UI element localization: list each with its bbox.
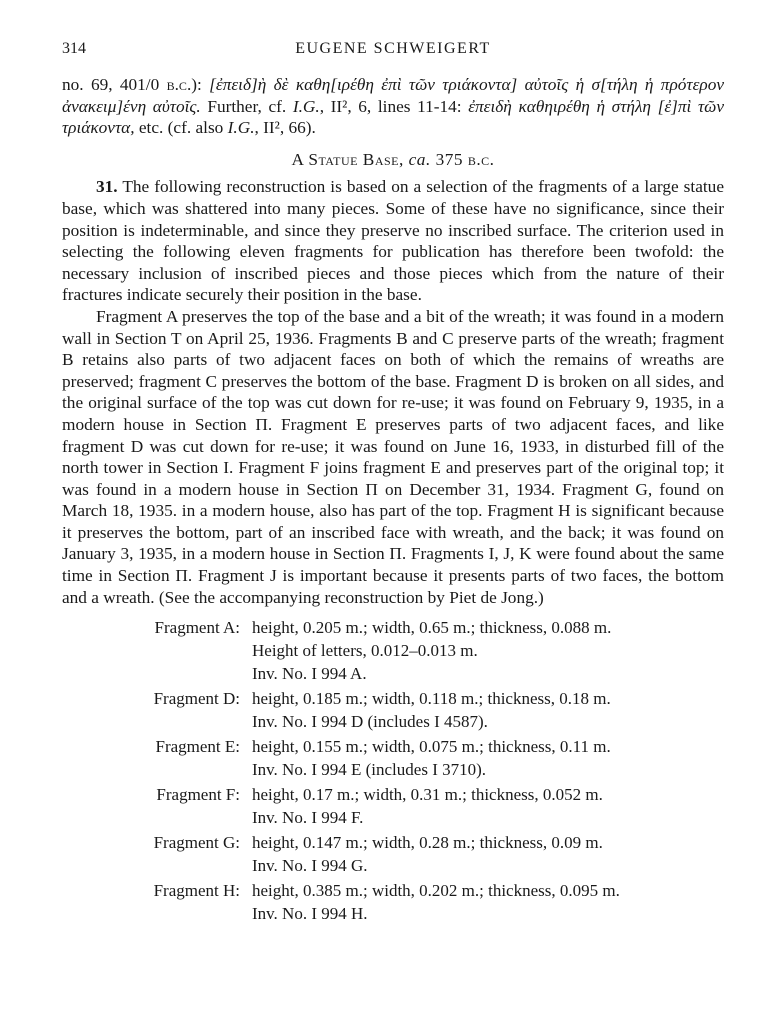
page-number: 314 bbox=[62, 40, 86, 57]
paragraph-fragments: Fragment A preserves the top of the base and a bit of the wreath; it was found in a modern wall in Section T on April 25, 1936. Fragments B and C preserve parts of the wreath; fragment B retains also parts of two adjacent faces on both of which the remains of wreaths are preserved; fragment C preserves the bottom of the base. Fragment D is broken on all sides, and the original surface of the top was cut down for re-use; it was found on February 9, 1935, in a modern house in Section Π. Fragment E preserves parts of two adjacent faces, and like fragment D was cut down for re-use; it was found on June 16, 1933, in disturbed fill of the north tower in Section Ι. Fragment F joins fragment E and preserves part of the original top; it was found in a modern house in Section Π on December 31, 1934. Fragment G, found on March 18, 1935. in a modern house, also has part of the top. Fragment H is significant because it preserves the bottom, part of an inscribed face with wreath, and the back; it was found on January 3, 1935, in a modern house in Section Π. Fragments I, J, K were found about the same time in Section Π. Fragment J is important because it presents parts of two faces, the bottom and a wreath. (See the accompanying reconstruction by Piet de Jong.) bbox=[62, 306, 724, 607]
fragment-detail-line: height, 0.205 m.; width, 0.65 m.; thickness, 0.088 m. bbox=[252, 618, 612, 638]
fragment-detail-line: Inv. No. I 994 F. bbox=[252, 808, 364, 828]
fragment-details bbox=[252, 687, 724, 733]
paragraph-31: 31. The following reconstruction is based on a selection of the fragments of a large statue base, which was shattered into many pieces. Some of these have no significance, since their position is indeterminable, and since they preserve no inscribed surface. The criterion used in selecting the following eleven fragments for publication has therefore been twofold: the necessary inclusion of inscribed pieces and those pieces which from the nature of their fractures indicate securely their position in the base. bbox=[62, 177, 724, 305]
fragment-detail-line: height, 0.385 m.; width, 0.202 m.; thickness, 0.095 m. bbox=[252, 881, 620, 901]
fragment-label: Fragment H: bbox=[153, 881, 240, 901]
fragment-detail-line: height, 0.155 m.; width, 0.075 m.; thickness, 0.11 m. bbox=[252, 737, 611, 757]
fragment-entry bbox=[62, 735, 724, 781]
fragment-entry bbox=[62, 687, 724, 733]
fragment-details bbox=[252, 735, 724, 781]
fragment-label: Fragment E: bbox=[155, 737, 240, 757]
running-head: EUGENE SCHWEIGERT bbox=[295, 40, 491, 57]
fragment-details bbox=[252, 616, 724, 685]
fragment-entry bbox=[62, 783, 724, 829]
fragment-label: Fragment D: bbox=[153, 689, 240, 709]
fragment-label: Fragment G: bbox=[153, 833, 240, 853]
greek-quote-1: [ἐπειδ]ὴ δὲ καθη[ιρέθη ἐπὶ τῶν τριάκοντα] αὐτοῖς ἡ σ[τήλη ἡ πρότερον ἀνακειμ]ένη αὐτοῖς. bbox=[62, 75, 725, 116]
fragment-detail-line: Inv. No. I 994 E (includes I 3710). bbox=[252, 760, 487, 780]
fragment-entry bbox=[62, 616, 724, 685]
fragment-label: Fragment F: bbox=[156, 785, 240, 805]
fragment-detail-line: Inv. No. I 994 H. bbox=[252, 904, 368, 924]
fragment-details bbox=[252, 879, 724, 925]
page bbox=[62, 40, 724, 927]
fragment-details bbox=[252, 831, 724, 877]
intro-paragraph: no. 69, 401/0 b.c.): [ἐπειδ]ὴ δὲ καθη[ιρέθη ἐπὶ τῶν τριάκοντα] αὐτοῖς ἡ σ[τήλη ἡ πρότερον ἀνακειμ]ένη αὐτοῖς. Further, cf. I.G., II², 6, lines 11-14: ἐπειδὴ καθηιρέθη ἡ στήλη [ἐ]πὶ τῶν τριάκοντα, etc. (cf. also I.G., II², 66). bbox=[62, 75, 725, 138]
fragment-detail-line: Inv. No. I 994 D (includes I 4587). bbox=[252, 712, 488, 732]
section-title: A Statue Base, ca. 375 b.c. bbox=[291, 149, 495, 169]
fragment-details bbox=[252, 783, 724, 829]
fragment-label: Fragment A: bbox=[154, 618, 240, 638]
fragment-list bbox=[62, 616, 724, 925]
fragment-detail-line: Inv. No. I 994 G. bbox=[252, 856, 368, 876]
fragment-detail-line: Height of letters, 0.012–0.013 m. bbox=[252, 641, 478, 661]
item-number: 31. bbox=[96, 177, 118, 197]
fragment-detail-line: Inv. No. I 994 A. bbox=[252, 664, 367, 684]
greek-quote-2: ἐπειδὴ καθηιρέθη ἡ στήλη [ἐ]πὶ τῶν τριάκοντα, bbox=[62, 96, 725, 138]
fragment-detail-line: height, 0.17 m.; width, 0.31 m.; thickness, 0.052 m. bbox=[252, 785, 603, 805]
fragment-entry bbox=[62, 879, 724, 925]
fragment-entry bbox=[62, 831, 724, 877]
fragment-detail-line: height, 0.147 m.; width, 0.28 m.; thickness, 0.09 m. bbox=[252, 833, 603, 853]
page-header bbox=[62, 40, 724, 64]
fragment-detail-line: height, 0.185 m.; width, 0.118 m.; thickness, 0.18 m. bbox=[252, 689, 611, 709]
